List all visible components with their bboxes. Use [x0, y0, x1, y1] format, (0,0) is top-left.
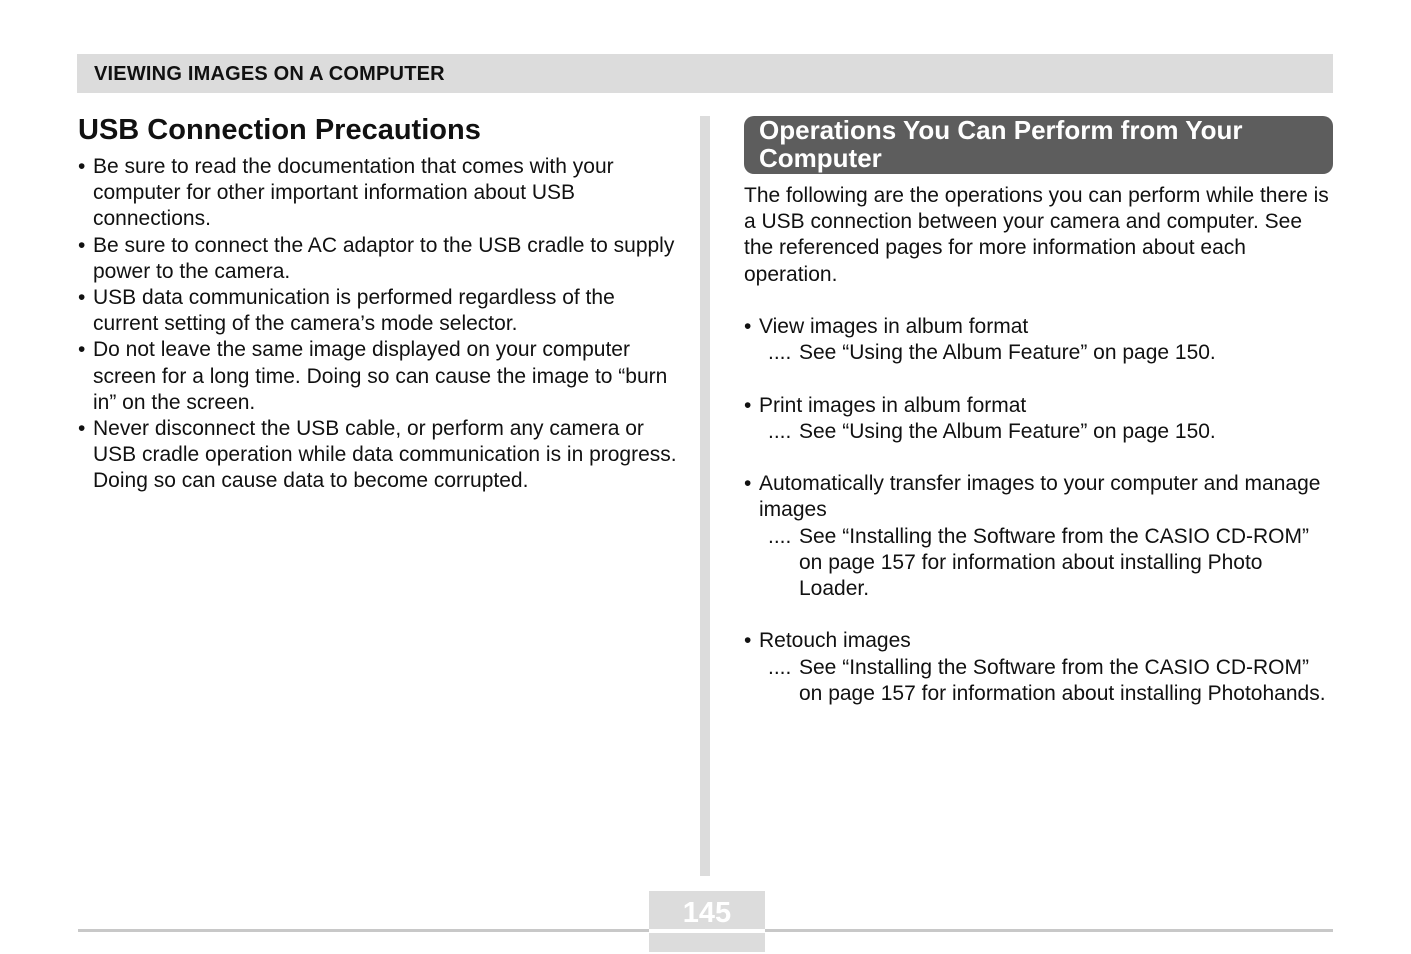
- operation-label: • Automatically transfer images to your computer and manage images: [744, 471, 1333, 523]
- usb-precautions-title: USB Connection Precautions: [78, 114, 481, 146]
- operation-reference-text: See “Installing the Software from the CASIO CD-ROM” on page 157 for information about installing Photo Loader.: [799, 524, 1309, 600]
- operation-label: • Print images in album format: [744, 393, 1333, 419]
- precaution-item: • Never disconnect the USB cable, or perform any camera or USB cradle operation while data communication is in progress. Doing so can cause data to become corrupted.: [78, 416, 678, 495]
- leader-dots: ....: [768, 524, 792, 548]
- page-number: 145: [682, 897, 732, 929]
- operation-item: [744, 314, 1333, 366]
- operation-reference-text: See “Using the Album Feature” on page 150.: [799, 419, 1216, 443]
- operations-list: [744, 314, 1333, 707]
- header-title: VIEWING IMAGES ON A COMPUTER: [94, 63, 445, 85]
- operation-item: [744, 628, 1333, 707]
- operation-label: • View images in album format: [744, 314, 1333, 340]
- precaution-item: • Be sure to read the documentation that comes with your computer for other important information about USB connections.: [78, 154, 678, 233]
- precaution-item: • Be sure to connect the AC adaptor to the USB cradle to supply power to the camera.: [78, 233, 678, 285]
- page-number-box: [649, 891, 765, 952]
- operations-section-title: Operations You Can Perform from Your Computer: [759, 115, 1243, 173]
- operation-reference: [744, 655, 1333, 707]
- precautions-list: [78, 154, 678, 495]
- leader-dots: ....: [768, 655, 792, 679]
- operation-reference: [744, 419, 1333, 445]
- operation-item: [744, 471, 1333, 602]
- operation-reference-text: See “Using the Album Feature” on page 150.: [799, 341, 1216, 365]
- page-number-gap: [649, 929, 765, 933]
- leader-dots: ....: [768, 419, 792, 443]
- page-header: [77, 54, 1333, 93]
- precaution-item: • USB data communication is performed regardless of the current setting of the camera’s mode selector.: [78, 285, 678, 337]
- operations-intro: The following are the operations you can perform while there is a USB connection between your camera and computer. See the referenced pages for more information about each operation.: [744, 184, 1329, 286]
- operations-section-header: [744, 116, 1333, 174]
- operation-reference: [744, 524, 1333, 603]
- operations-column: [744, 116, 1333, 707]
- operation-item: [744, 393, 1333, 445]
- leader-dots: ....: [768, 341, 792, 365]
- usb-precautions-column: [78, 113, 678, 495]
- operation-reference: [744, 340, 1333, 366]
- precaution-item: • Do not leave the same image displayed on your computer screen for a long time. Doing so can cause the image to “burn in” on the screen.: [78, 337, 678, 416]
- operation-label: • Retouch images: [744, 628, 1333, 654]
- column-divider: [700, 116, 710, 876]
- operation-reference-text: See “Installing the Software from the CASIO CD-ROM” on page 157 for information about installing Photohands.: [799, 655, 1326, 705]
